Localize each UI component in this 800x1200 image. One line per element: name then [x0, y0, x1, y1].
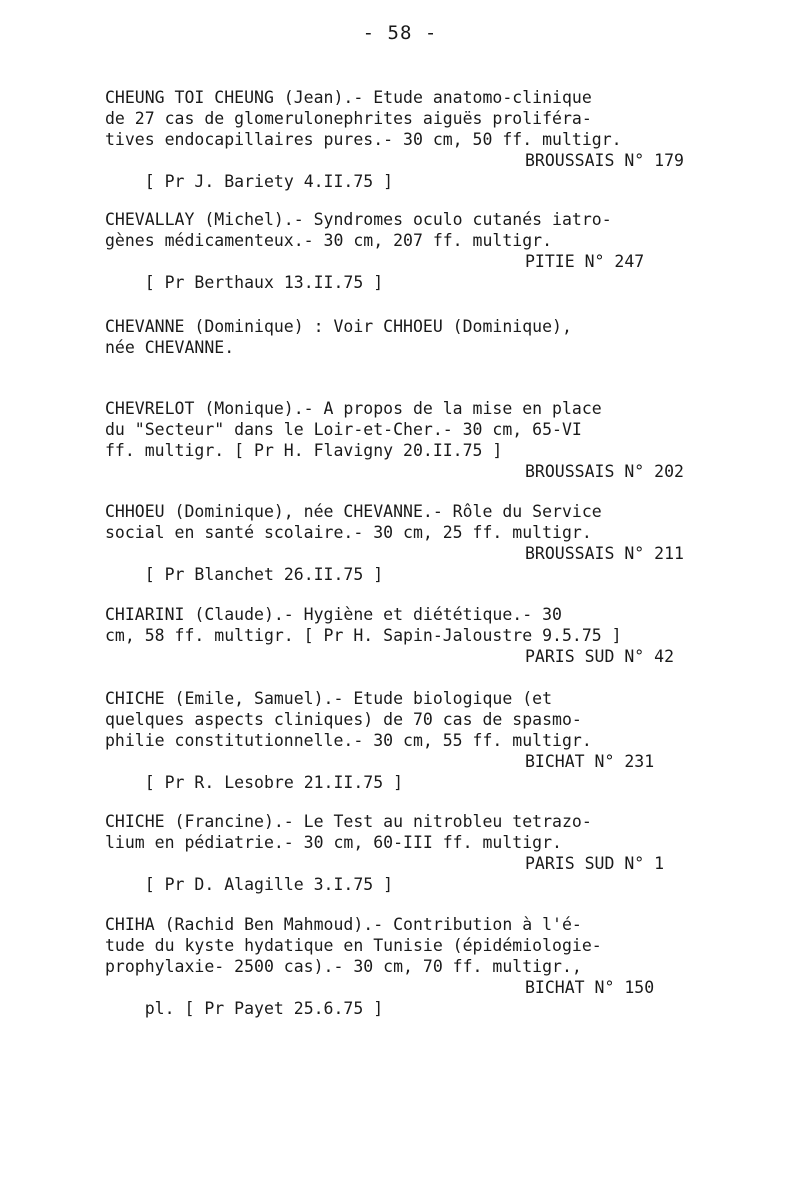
catalog-reference: PARIS SUD N° 42 — [525, 647, 675, 666]
thesis-entry — [105, 398, 705, 482]
catalog-line — [105, 461, 705, 482]
entry-line: CHIARINI (Claude).- Hygiène et diététique.- 30 — [105, 605, 562, 624]
entry-line: cm, 58 ff. multigr. [ Pr H. Sapin-Jaloustre 9.5.75 ] — [105, 626, 622, 645]
catalog-reference: PITIE N° 247 — [525, 252, 645, 271]
supervisor-line — [105, 853, 705, 894]
supervisor-line — [105, 251, 705, 292]
entry-line: CHICHE (Francine).- Le Test au nitrobleu tetrazo- — [105, 812, 592, 831]
thesis-entry — [105, 811, 705, 894]
entry-line: social en santé scolaire.- 30 cm, 25 ff. multigr. — [105, 523, 592, 542]
catalog-reference: BROUSSAIS N° 202 — [525, 462, 684, 481]
page-number: - 58 - — [362, 22, 438, 44]
entry-line: ff. multigr. [ Pr H. Flavigny 20.II.75 ] — [105, 441, 503, 460]
entry-line: née CHEVANNE. — [105, 338, 235, 357]
thesis-entry — [105, 914, 705, 1018]
supervisor-line — [105, 977, 705, 1018]
entry-line: philie constitutionnelle.- 30 cm, 55 ff. multigr. — [105, 731, 592, 750]
entry-line: CHHOEU (Dominique), née CHEVANNE.- Rôle du Service — [105, 502, 602, 521]
thesis-entry — [105, 604, 705, 667]
entry-line: du "Secteur" dans le Loir-et-Cher.- 30 cm, 65-VI — [105, 420, 582, 439]
entry-line: CHIHA (Rachid Ben Mahmoud).- Contribution à l'é- — [105, 915, 582, 934]
supervisor-line — [105, 543, 705, 584]
entry-line: CHICHE (Emile, Samuel).- Etude biologique (et — [105, 689, 553, 708]
thesis-entry — [105, 87, 705, 191]
entry-line: de 27 cas de glomerulonephrites aiguës proliféra- — [105, 109, 592, 128]
catalog-reference: BICHAT N° 150 — [525, 978, 655, 997]
entry-line: CHEUNG TOI CHEUNG (Jean).- Etude anatomo-clinique — [105, 88, 592, 107]
catalog-line — [105, 646, 705, 667]
supervisor: [ Pr D. Alagille 3.I.75 ] — [144, 875, 394, 894]
entry-line: CHEVALLAY (Michel).- Syndromes oculo cutanés iatro- — [105, 210, 612, 229]
entry-line: quelques aspects cliniques) de 70 cas de spasmo- — [105, 710, 582, 729]
entry-line: tives endocapillaires pures.- 30 cm, 50 ff. multigr. — [105, 130, 622, 149]
supervisor: [ Pr Berthaux 13.II.75 ] — [144, 273, 384, 292]
supervisor: pl. [ Pr Payet 25.6.75 ] — [144, 999, 384, 1018]
catalog-reference: BROUSSAIS N° 179 — [525, 151, 684, 170]
entry-line: CHEVANNE (Dominique) : Voir CHHOEU (Dominique), — [105, 317, 572, 336]
supervisor: [ Pr J. Bariety 4.II.75 ] — [144, 172, 394, 191]
supervisor: [ Pr Blanchet 26.II.75 ] — [144, 565, 384, 584]
thesis-entry — [105, 688, 705, 792]
entry-line: prophylaxie- 2500 cas).- 30 cm, 70 ff. multigr., — [105, 957, 582, 976]
thesis-entry — [105, 501, 705, 584]
entry-line: gènes médicamenteux.- 30 cm, 207 ff. multigr. — [105, 231, 553, 250]
entry-line: tude du kyste hydatique en Tunisie (épidémiologie- — [105, 936, 602, 955]
entry-line: CHEVRELOT (Monique).- A propos de la mise en place — [105, 399, 602, 418]
supervisor: [ Pr R. Lesobre 21.II.75 ] — [144, 773, 404, 792]
thesis-entry — [105, 209, 705, 292]
supervisor-line — [105, 150, 705, 191]
catalog-reference: BICHAT N° 231 — [525, 752, 655, 771]
thesis-entry — [105, 316, 705, 358]
catalog-reference: BROUSSAIS N° 211 — [525, 544, 684, 563]
catalog-reference: PARIS SUD N° 1 — [525, 854, 665, 873]
entry-line: lium en pédiatrie.- 30 cm, 60-III ff. multigr. — [105, 833, 562, 852]
supervisor-line — [105, 751, 705, 792]
